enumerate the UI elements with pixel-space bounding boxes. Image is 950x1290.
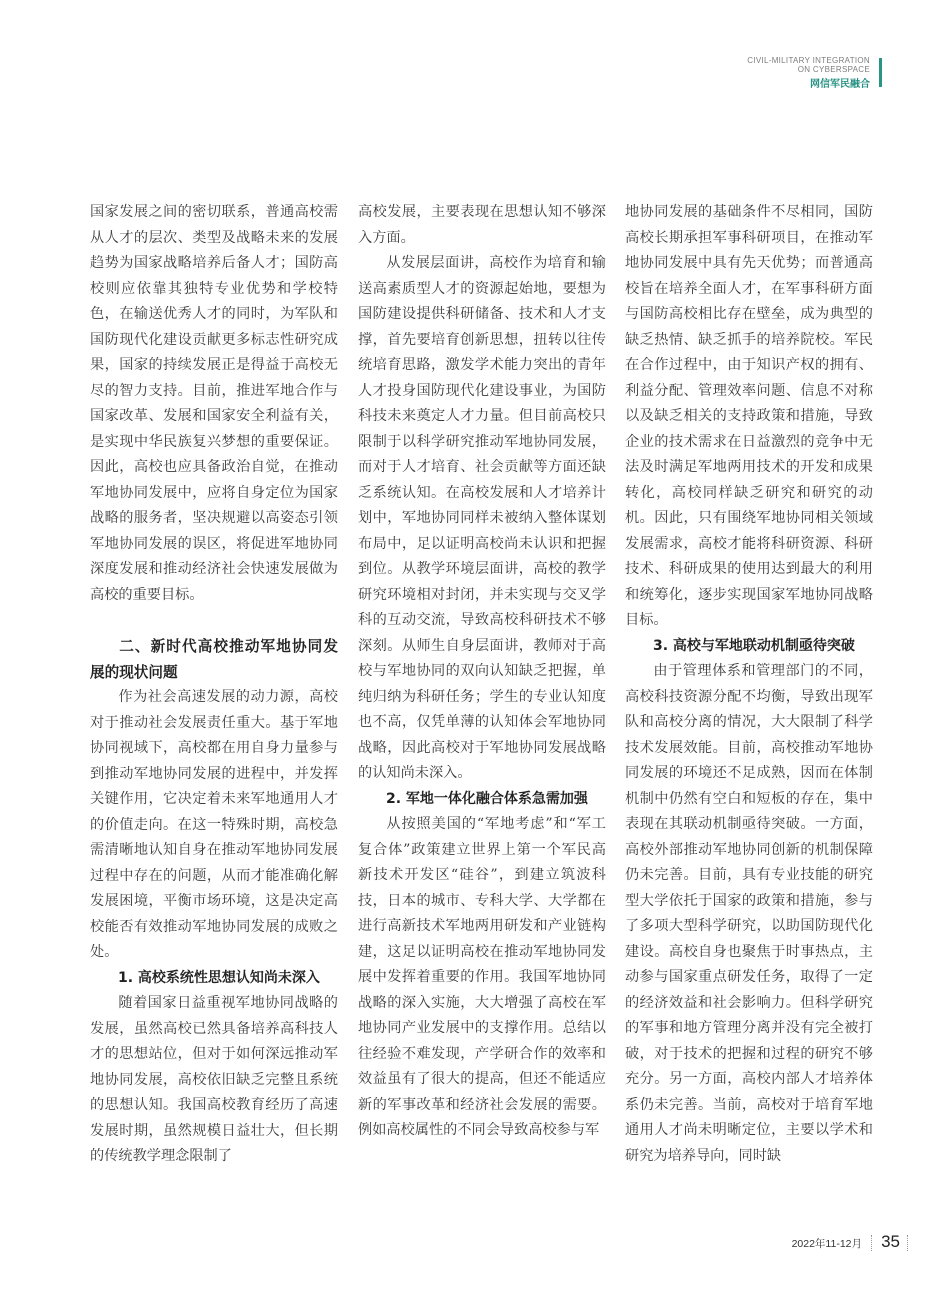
page-header xyxy=(622,58,882,88)
paragraph: 随着国家日益重视军地协同战略的发展，虽然高校已然具备培养高科技人才的思想站位，但对于如何深远推动军地协同发展，高校依旧缺乏完整且系统的思想认知。我国高校教育经历了高速发展时期，虽然规模日益壮大，但长期的传统教学理念限制了 xyxy=(90,995,338,1164)
subsection-heading: 3. 高校与军地联动机制亟待突破 xyxy=(653,637,855,654)
paragraph: 作为社会高速发展的动力源，高校对于推动社会发展责任重大。基于军地协同视域下，高校都在用自身力量参与到推动军地协同发展的进程中，并发挥关键作用，它决定着未来军地通用人才的价值走向。在这一特殊时期，高校急需清晰地认知自身在推动军地协同发展过程中存在的问题，从而才能准确化解发展困境，平衡市场环境，这是决定高校能否有效推动军地协同发展的成败之处。 xyxy=(90,689,338,960)
paragraph: 由于管理体系和管理部门的不同，高校科技资源分配不均衡，导致出现军队和高校分离的情况，大大限制了科学技术发展效能。目前，高校推动军地协同发展的环境还不足成熟，因而在体制机制中仍然有空白和短板的存在，集中表现在其联动机制亟待突破。一方面，高校外部推动军地协同创新的机制保障仍未完善。目前，具有专业技能的研究型大学依托于国家的政策和措施，参与了多项大型科学研究，以助国防现代化建设。高校自身也聚焦于时事热点，主动参与国家重点研发任务，取得了一定的经济效益和社会影响力。但科学研究的军事和地方管理分离并没有完全被打破，对于技术的把握和过程的研究不够充分。另一方面，高校内部人才培养体系仍未完善。当前，高校对于培育军地通用人才尚未明晰定位，主要以学术和研究为培养导向，同时缺 xyxy=(625,663,873,1164)
footer-divider xyxy=(907,1235,908,1251)
header-en-line2: ON CYBERSPACE xyxy=(797,65,870,74)
header-en-line1: CIVIL-MILITARY INTEGRATION xyxy=(747,56,870,65)
header-accent-bar xyxy=(879,58,882,87)
header-chinese-title: 网信军民融合 xyxy=(810,79,870,90)
issue-date: 2022年11-12月 xyxy=(791,1238,862,1250)
text-column-2 xyxy=(358,200,606,1144)
text-column-3 xyxy=(625,200,873,1169)
subsection-heading: 2. 军地一体化融合体系急需加强 xyxy=(386,790,588,807)
section-heading: 二、新时代高校推动军地协同发展的现状问题 xyxy=(90,638,338,681)
paragraph: 从发展层面讲，高校作为培育和输送高素质型人才的资源起始地，要想为国防建设提供科研储备、技术和人才支撑，首先要培育创新思想，扭转以往传统培育思路，激发学术能力突出的青年人才投身国防现代化建设事业，为国防科技未来奠定人才力量。但目前高校只限制于以科学研究推动军地协同发展，而对于人才培育、社会贡献等方面还缺乏系统认知。在高校发展和人才培养计划中，军地协同同样未被纳入整体谋划布局中，足以证明高校尚未认识和把握到位。从教学环境层面讲，高校的教学研究环境相对封闭，并未实现与交叉学科的互动交流，导致高校科研技术不够深刻。从师生自身层面讲，教师对于高校与军地协同的双向认知缺乏把握，单纯归纳为科研任务；学生的专业认知度也不高，仅凭单薄的认知体会军地协同战略，因此高校对于军地协同发展战略的认知尚未深入。 xyxy=(358,255,606,781)
page-number: 35 xyxy=(881,1232,900,1251)
paragraph: 国家发展之间的密切联系，普通高校需从人才的层次、类型及战略未来的发展趋势为国家战略培养后备人才；国防高校则应依靠其独特专业优势和学校特色，在输送优秀人才的同时，为军队和国防现代化建设贡献更多标志性研究成果，国家的持续发展正是得益于高校无尽的智力支持。目前，推进军地合作与国家改革、发展和国家安全利益有关，是实现中华民族复兴梦想的重要保证。因此，高校也应具备政治自觉，在推动军地协同发展中，应将自身定位为国家战略的服务者，坚决规避以高姿态引领军地协同发展的误区，将促进军地协同深度发展和推动经济社会快速发展做为高校的重要目标。 xyxy=(90,204,338,603)
subsection-heading: 1. 高校系统性思想认知尚未深入 xyxy=(118,969,320,986)
paragraph: 地协同发展的基础条件不尽相同，国防高校长期承担军事科研项目，在推动军地协同发展中具有先天优势；而普通高校旨在培养全面人才，在军事科研方面与国防高校相比存在壁垒，成为典型的缺乏热情、缺乏抓手的培养院校。军民在合作过程中，由于知识产权的拥有、利益分配、管理效率问题、信息不对称以及缺乏相关的支持政策和措施，导致企业的技术需求在日益激烈的竞争中无法及时满足军地两用技术的开发和成果转化，高校同样缺乏研究和研究的动机。因此，只有围绕军地协同相关领域发展需求，高校才能将科研资源、科研技术、科研成果的使用达到最大的利用和统筹化，逐步实现国家军地协同战略目标。 xyxy=(625,204,873,628)
paragraph: 高校发展，主要表现在思想认知不够深入方面。 xyxy=(358,204,606,246)
footer-divider xyxy=(871,1235,872,1251)
header-english-title xyxy=(747,56,870,74)
paragraph: 从按照美国的“军地考虑”和“军工复合体”政策建立世界上第一个军民高新技术开发区“硅谷”，到建立筑波科技，日本的城市、专科大学、大学都在进行高新技术军地两用研发和产业链构建，这足以证明高校在推动军地协同发展中发挥着重要的作用。我国军地协同战略的深入实施，大大增强了高校在军地协同产业发展中的支撑作用。总结以往经验不难发现，产学研合作的效率和效益虽有了很大的提高，但还不能适应新的军事改革和经济社会发展的需要。例如高校属性的不同会导致高校参与军 xyxy=(358,816,606,1138)
text-column-1 xyxy=(90,200,338,1170)
